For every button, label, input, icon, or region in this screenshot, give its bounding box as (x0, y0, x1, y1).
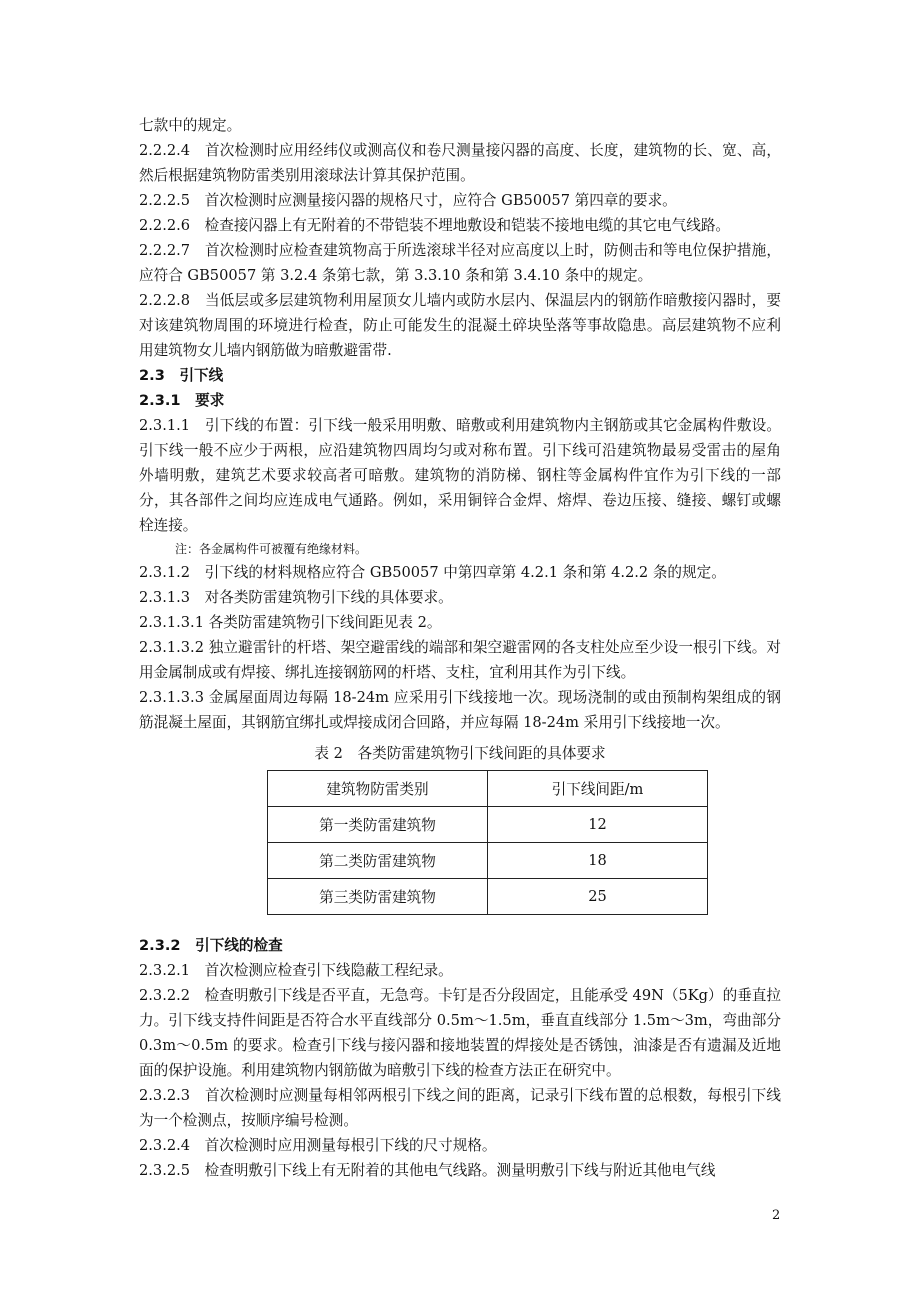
para-2-2-2-7: 2.2.2.7 首次检测时应检查建筑物高于所选滚球半径对应高度以上时，防侧击和等电位保护措施，应符合 GB50057 第 3.2.4 条第七款，第 3.3.10 条和第 3.4.10 条中的规定。 (139, 242, 781, 284)
table-cell: 18 (488, 843, 708, 879)
heading-2-3: 2.3 引下线 (139, 367, 224, 384)
page-content (139, 113, 786, 1183)
para-2-2-2-4: 2.2.2.4 首次检测时应用经纬仪或测高仪和卷尺测量接闪器的高度、长度，建筑物的长、宽、高，然后根据建筑物防雷类别用滚球法计算其保护范围。 (139, 142, 781, 184)
text-block-bottom (139, 933, 786, 1183)
table-row (268, 879, 708, 915)
table-header-row (268, 771, 708, 807)
para-2-3-1-3-1: 2.3.1.3.1 各类防雷建筑物引下线间距见表 2。 (139, 614, 442, 631)
spacing-table (267, 770, 708, 915)
para-2-3-1-3-3: 2.3.1.3.3 金属屋面周边每隔 18-24m 应采用引下线接地一次。现场浇制的或由预制构架组成的钢筋混凝土屋面，其钢筋宜绑扎或焊接成闭合回路，并应每隔 18-24m 采用引下线接地一次。 (139, 689, 781, 731)
para-2-2-2-6: 2.2.2.6 检查接闪器上有无附着的不带铠装不埋地敷设和铠装不接地电缆的其它电气线路。 (139, 217, 731, 234)
para-2-3-1-1: 2.3.1.1 引下线的布置：引下线一般采用明敷、暗敷或利用建筑物内主钢筋或其它金属构件敷设。引下线一般不应少于两根，应沿建筑物四周均匀或对称布置。引下线可沿建筑物最易受雷击的屋角外墙明敷，建筑艺术要求较高者可暗敷。建筑物的消防梯、钢柱等金属构件宜作为引下线的一部分，其各部件之间均应连成电气通路。例如，采用铜锌合金焊、熔焊、卷边压接、缝接、螺钉或螺栓连接。 (139, 417, 781, 534)
text-block-top (139, 113, 781, 735)
para-2-3-2-2: 2.3.2.2 检查明敷引下线是否平直，无急弯。卡钉是否分段固定，且能承受 49N（5Kg）的垂直拉力。引下线支持件间距是否符合水平直线部分 0.5m～1.5m，垂直直线部分 1.5m～3m，弯曲部分 0.3m～0.5m 的要求。检查引下线与接闪器和接地装置的焊接处是否锈蚀，油漆是否有遗漏及近地面的保护设施。利用建筑物内钢筋做为暗敷引下线的检查方法正在研究中。 (139, 987, 786, 1079)
table-row (268, 843, 708, 879)
note-insulation: 注：各金属构件可被覆有绝缘材料。 (175, 542, 368, 556)
heading-2-3-1: 2.3.1 要求 (139, 392, 225, 409)
para-2-3-2-3: 2.3.2.3 首次检测时应测量每相邻两根引下线之间的距离，记录引下线布置的总根数，每根引下线为一个检测点，按顺序编号检测。 (139, 1087, 781, 1129)
table-header-cell: 引下线间距/m (488, 771, 708, 807)
table-cell: 12 (488, 807, 708, 843)
table-cell: 25 (488, 879, 708, 915)
para-2-3-1-2: 2.3.1.2 引下线的材料规格应符合 GB50057 中第四章第 4.2.1 条和第 4.2.2 条的规定。 (139, 564, 726, 581)
para-2-2-2-5: 2.2.2.5 首次检测时应测量接闪器的规格尺寸，应符合 GB50057 第四章的要求。 (139, 192, 677, 209)
table-header-cell: 建筑物防雷类别 (268, 771, 488, 807)
para-2-3-1-3: 2.3.1.3 对各类防雷建筑物引下线的具体要求。 (139, 589, 453, 606)
para-2-2-2-8: 2.2.2.8 当低层或多层建筑物利用屋顶女儿墙内或防水层内、保温层内的钢筋作暗敷接闪器时，要对该建筑物周围的环境进行检查，防止可能发生的混凝土碎块坠落等事故隐患。高层建筑物不应利用建筑物女儿墙内钢筋做为暗敷避雷带. (139, 292, 781, 359)
table-cell: 第二类防雷建筑物 (268, 843, 488, 879)
para-2-3-2-1: 2.3.2.1 首次检测应检查引下线隐蔽工程纪录。 (139, 962, 453, 979)
para-2-3-2-5: 2.3.2.5 检查明敷引下线上有无附着的其他电气线路。测量明敷引下线与附近其他电气线 (139, 1162, 716, 1179)
table-caption: 表 2 各类防雷建筑物引下线间距的具体要求 (314, 745, 606, 762)
para-continuation: 七款中的规定。 (139, 117, 242, 134)
table-row (268, 807, 708, 843)
para-2-3-2-4: 2.3.2.4 首次检测时应用测量每根引下线的尺寸规格。 (139, 1137, 497, 1154)
table-cell: 第一类防雷建筑物 (268, 807, 488, 843)
page-number: 2 (772, 1208, 781, 1223)
table-cell: 第三类防雷建筑物 (268, 879, 488, 915)
heading-2-3-2: 2.3.2 引下线的检查 (139, 937, 283, 954)
para-2-3-1-3-2: 2.3.1.3.2 独立避雷针的杆塔、架空避雷线的端部和架空避雷网的各支柱处应至少设一根引下线。对用金属制成或有焊接、绑扎连接钢筋网的杆塔、支柱，宜利用其作为引下线。 (139, 639, 781, 681)
